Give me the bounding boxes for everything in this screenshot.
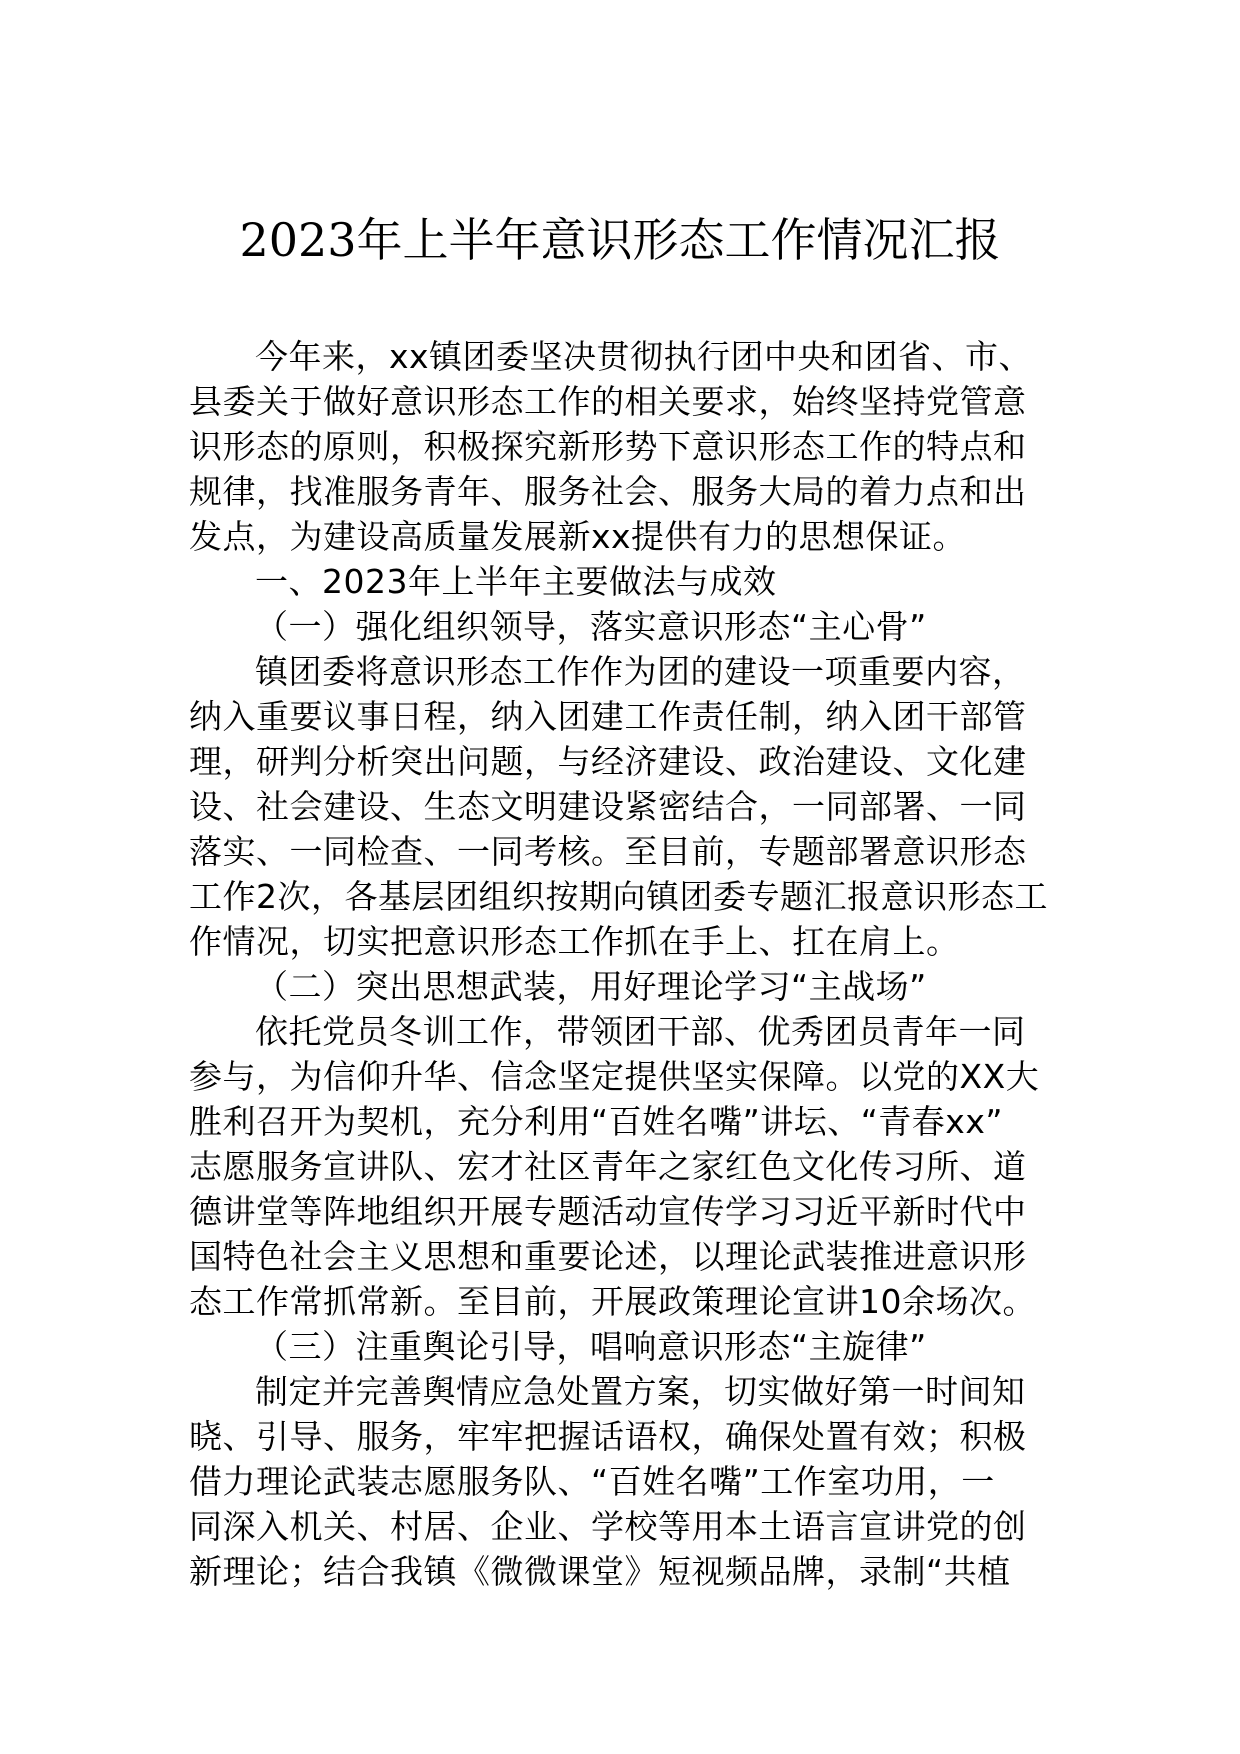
text-line: 工作2次，各基层团组织按期向镇团委专题汇报意识形态工 (189, 877, 1048, 916)
text-line: 新理论；结合我镇《微微课堂》短视频品牌，录制“共植 (189, 1552, 1011, 1591)
text-line: 国特色社会主义思想和重要论述，以理论武装推进意识形 (189, 1237, 1027, 1276)
document-title: 2023年上半年意识形态工作情况汇报 (239, 213, 1001, 267)
text-line: 晓、引导、服务，牢牢把握话语权，确保处置有效；积极 (189, 1417, 1027, 1456)
text-line: 发点，为建设高质量发展新xx提供有力的思想保证。 (189, 517, 967, 556)
text-line: 同深入机关、村居、企业、学校等用本土语言宣讲党的创 (189, 1507, 1027, 1546)
text-line: （二）突出思想武装，用好理论学习“主战场” (255, 967, 927, 1006)
text-line: 一、2023年上半年主要做法与成效 (255, 562, 777, 601)
text-line: 县委关于做好意识形态工作的相关要求，始终坚持党管意 (189, 382, 1027, 421)
text-line: 规律，找准服务青年、服务社会、服务大局的着力点和出 (189, 472, 1027, 511)
text-line: 制定并完善舆情应急处置方案，切实做好第一时间知 (255, 1372, 1026, 1411)
text-line: （三）注重舆论引导，唱响意识形态“主旋律” (255, 1327, 927, 1366)
text-line: 理，研判分析突出问题，与经济建设、政治建设、文化建 (189, 742, 1027, 781)
text-line: （一）强化组织领导，落实意识形态“主心骨” (255, 607, 927, 646)
text-line: 纳入重要议事日程，纳入团建工作责任制，纳入团干部管 (189, 697, 1027, 736)
text-line: 识形态的原则，积极探究新形势下意识形态工作的特点和 (189, 427, 1027, 466)
document-body (189, 334, 1051, 1594)
text-line: 德讲堂等阵地组织开展专题活动宣传学习习近平新时代中 (189, 1192, 1027, 1231)
text-line: 作情况，切实把意识形态工作抓在手上、扛在肩上。 (189, 922, 960, 961)
text-line: 态工作常抓常新。至目前，开展政策理论宣讲10余场次。 (189, 1282, 1036, 1321)
text-line: 依托党员冬训工作，带领团干部、优秀团员青年一同 (255, 1012, 1026, 1051)
text-line: 镇团委将意识形态工作作为团的建设一项重要内容， (255, 652, 1026, 691)
text-line: 志愿服务宣讲队、宏才社区青年之家红色文化传习所、道 (189, 1147, 1027, 1186)
text-line: 设、社会建设、生态文明建设紧密结合，一同部署、一同 (189, 787, 1027, 826)
text-line: 参与，为信仰升华、信念坚定提供坚实保障。以党的XX大 (189, 1057, 1040, 1096)
text-line: 今年来，xx镇团委坚决贯彻执行团中央和团省、市、 (255, 337, 1033, 376)
text-line: 胜利召开为契机，充分利用“百姓名嘴”讲坛、“青春xx” (189, 1102, 1003, 1141)
text-line: 落实、一同检查、一同考核。至目前，专题部署意识形态 (189, 832, 1027, 871)
text-line: 借力理论武装志愿服务队、“百姓名嘴”工作室功用，一 (189, 1462, 995, 1501)
